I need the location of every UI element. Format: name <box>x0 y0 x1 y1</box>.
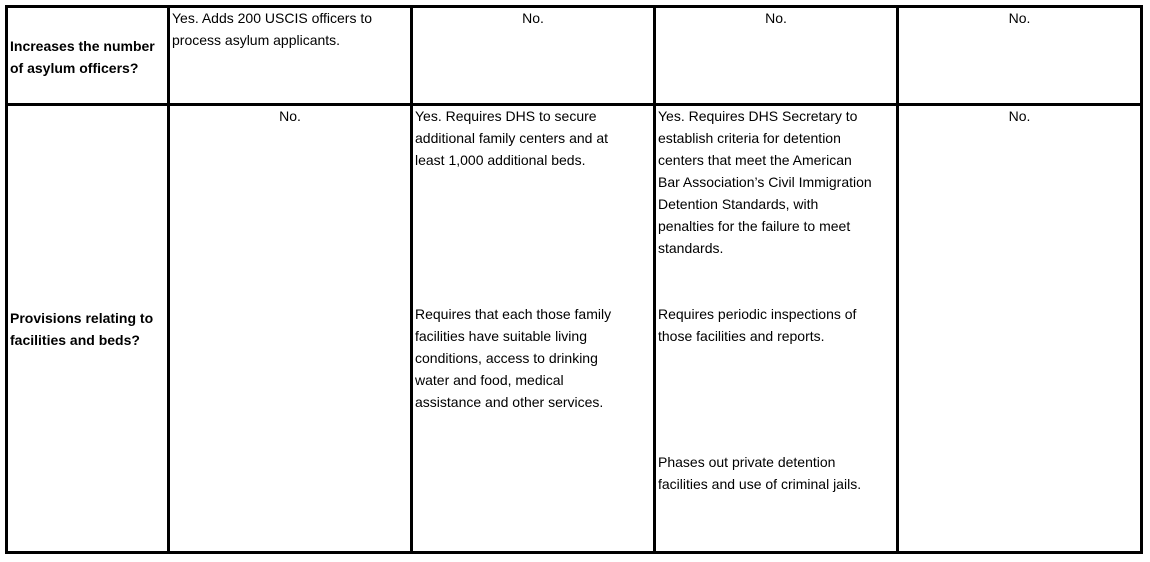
cell-text <box>658 105 872 259</box>
cell-line: No. <box>279 108 301 124</box>
cell-line: No. <box>765 10 787 26</box>
cell-line: water and food, medical <box>415 372 564 388</box>
cell-line: No. <box>1008 108 1031 124</box>
question-line: Provisions relating to <box>10 310 154 326</box>
cell-line: Bar Association’s Civil Immigration <box>658 174 872 190</box>
cell-line: Yes. Requires DHS Secretary to <box>658 108 858 124</box>
cell-line: penalties for the failure to meet <box>658 218 851 234</box>
cell-text <box>899 105 1140 127</box>
cell-line: facilities and use of criminal jails. <box>658 476 862 492</box>
question-line: facilities and beds? <box>10 332 140 348</box>
cell-line: Detention Standards, with <box>658 196 819 212</box>
cell-line: conditions, access to drinking <box>415 350 598 366</box>
cell-line: Phases out private detention <box>658 454 836 470</box>
cell-text <box>415 105 608 171</box>
cell-text <box>172 7 372 51</box>
column-border-2 <box>410 5 413 554</box>
cell-text <box>656 7 896 29</box>
cell-line: centers that meet the American <box>658 152 852 168</box>
cell-line: Requires periodic inspections of <box>658 306 857 322</box>
cell-text <box>415 303 611 413</box>
cell-text <box>170 105 410 127</box>
cell-text <box>413 7 653 29</box>
column-border-right <box>1140 5 1143 554</box>
cell-line: Requires that each those family <box>415 306 612 322</box>
cell-text <box>899 7 1140 29</box>
column-border-4 <box>896 5 899 554</box>
cell-line: assistance and other services. <box>415 394 604 410</box>
row-question-facilities-beds <box>10 307 153 351</box>
row-question-asylum-officers <box>10 35 155 79</box>
cell-line: Yes. Requires DHS to secure <box>415 108 597 124</box>
cell-line: No. <box>1008 10 1031 26</box>
column-border-3 <box>653 5 656 554</box>
question-line: Increases the number <box>10 38 155 54</box>
cell-line: No. <box>522 10 544 26</box>
cell-line: Yes. Adds 200 USCIS officers to <box>172 10 373 26</box>
cell-line: least 1,000 additional beds. <box>415 152 586 168</box>
cell-line: facilities have suitable living <box>415 328 587 344</box>
cell-line: standards. <box>658 240 724 256</box>
cell-text <box>658 303 856 347</box>
row-border-bottom <box>5 551 1143 554</box>
cell-line: those facilities and reports. <box>658 328 825 344</box>
question-line: of asylum officers? <box>10 60 139 76</box>
cell-line: additional family centers and at <box>415 130 608 146</box>
cell-line: establish criteria for detention <box>658 130 841 146</box>
column-border-left <box>5 5 8 554</box>
cell-line: process asylum applicants. <box>172 32 341 48</box>
cell-text <box>658 451 861 495</box>
column-border-1 <box>167 5 170 554</box>
